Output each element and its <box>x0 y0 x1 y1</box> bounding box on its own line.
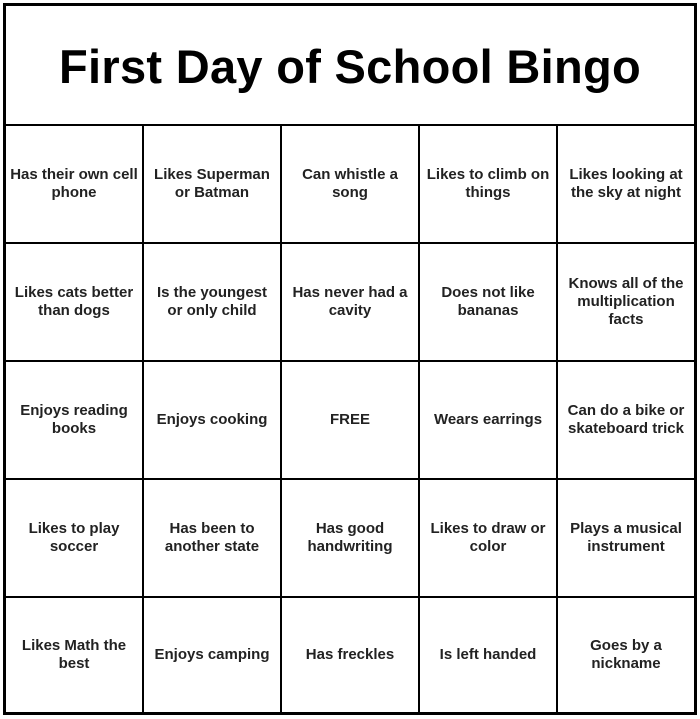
bingo-cell-text: Likes Math the best <box>21 637 127 672</box>
bingo-cell <box>282 244 420 362</box>
bingo-cell-text: Knows all of the multiplication facts <box>568 275 684 328</box>
bingo-cell-text: Has been to another state <box>164 520 260 555</box>
bingo-cell <box>282 480 420 598</box>
bingo-cell <box>420 362 558 480</box>
bingo-cell-text: Enjoys camping <box>154 646 270 663</box>
bingo-cell-text: Can whistle a song <box>302 166 398 201</box>
page-title: First Day of School Bingo <box>59 39 641 93</box>
bingo-cell-text: Likes to climb on things <box>426 166 550 201</box>
bingo-cell-text: Has their own cell phone <box>10 166 138 201</box>
bingo-cell <box>558 126 694 244</box>
bingo-cell-text: Plays a musical instrument <box>570 520 682 555</box>
bingo-cell <box>558 480 694 598</box>
bingo-cell <box>144 362 282 480</box>
bingo-cell-text: Wears earrings <box>433 411 543 428</box>
bingo-cell-text: Likes looking at the sky at night <box>569 166 683 201</box>
bingo-cell-text: Has freckles <box>305 646 395 663</box>
bingo-cell-text: Has good handwriting <box>307 520 393 555</box>
bingo-cell-text: Is left handed <box>439 646 537 663</box>
bingo-cell-text: Can do a bike or skateboard trick <box>567 402 685 437</box>
bingo-grid <box>6 126 694 712</box>
bingo-cell <box>558 244 694 362</box>
bingo-cell <box>420 598 558 712</box>
title-box <box>6 6 694 126</box>
bingo-cell-text: Enjoys reading books <box>20 402 128 437</box>
bingo-cell-text: Has never had a cavity <box>292 284 408 319</box>
bingo-free-cell <box>282 362 420 480</box>
bingo-cell-text: Likes Superman or Batman <box>154 166 270 201</box>
bingo-card <box>3 3 697 715</box>
bingo-cell-text: Does not like bananas <box>441 284 535 319</box>
bingo-cell <box>6 362 144 480</box>
bingo-cell <box>6 126 144 244</box>
bingo-cell-text: Likes cats better than dogs <box>14 284 134 319</box>
bingo-cell <box>420 480 558 598</box>
bingo-cell <box>282 126 420 244</box>
bingo-cell <box>558 598 694 712</box>
bingo-cell-text: Goes by a nickname <box>590 637 662 672</box>
bingo-cell-text: Likes to play soccer <box>28 520 120 555</box>
bingo-cell-text: Enjoys cooking <box>156 411 268 428</box>
bingo-cell <box>420 244 558 362</box>
bingo-cell <box>6 244 144 362</box>
bingo-cell <box>144 244 282 362</box>
bingo-free-text: FREE <box>329 411 370 428</box>
bingo-cell <box>6 480 144 598</box>
bingo-cell <box>558 362 694 480</box>
bingo-cell <box>282 598 420 712</box>
bingo-cell-text: Likes to draw or color <box>430 520 546 555</box>
bingo-cell <box>144 480 282 598</box>
bingo-cell <box>6 598 144 712</box>
bingo-cell <box>420 126 558 244</box>
bingo-cell-text: Is the youngest or only child <box>156 284 268 319</box>
bingo-cell <box>144 598 282 712</box>
bingo-cell <box>144 126 282 244</box>
